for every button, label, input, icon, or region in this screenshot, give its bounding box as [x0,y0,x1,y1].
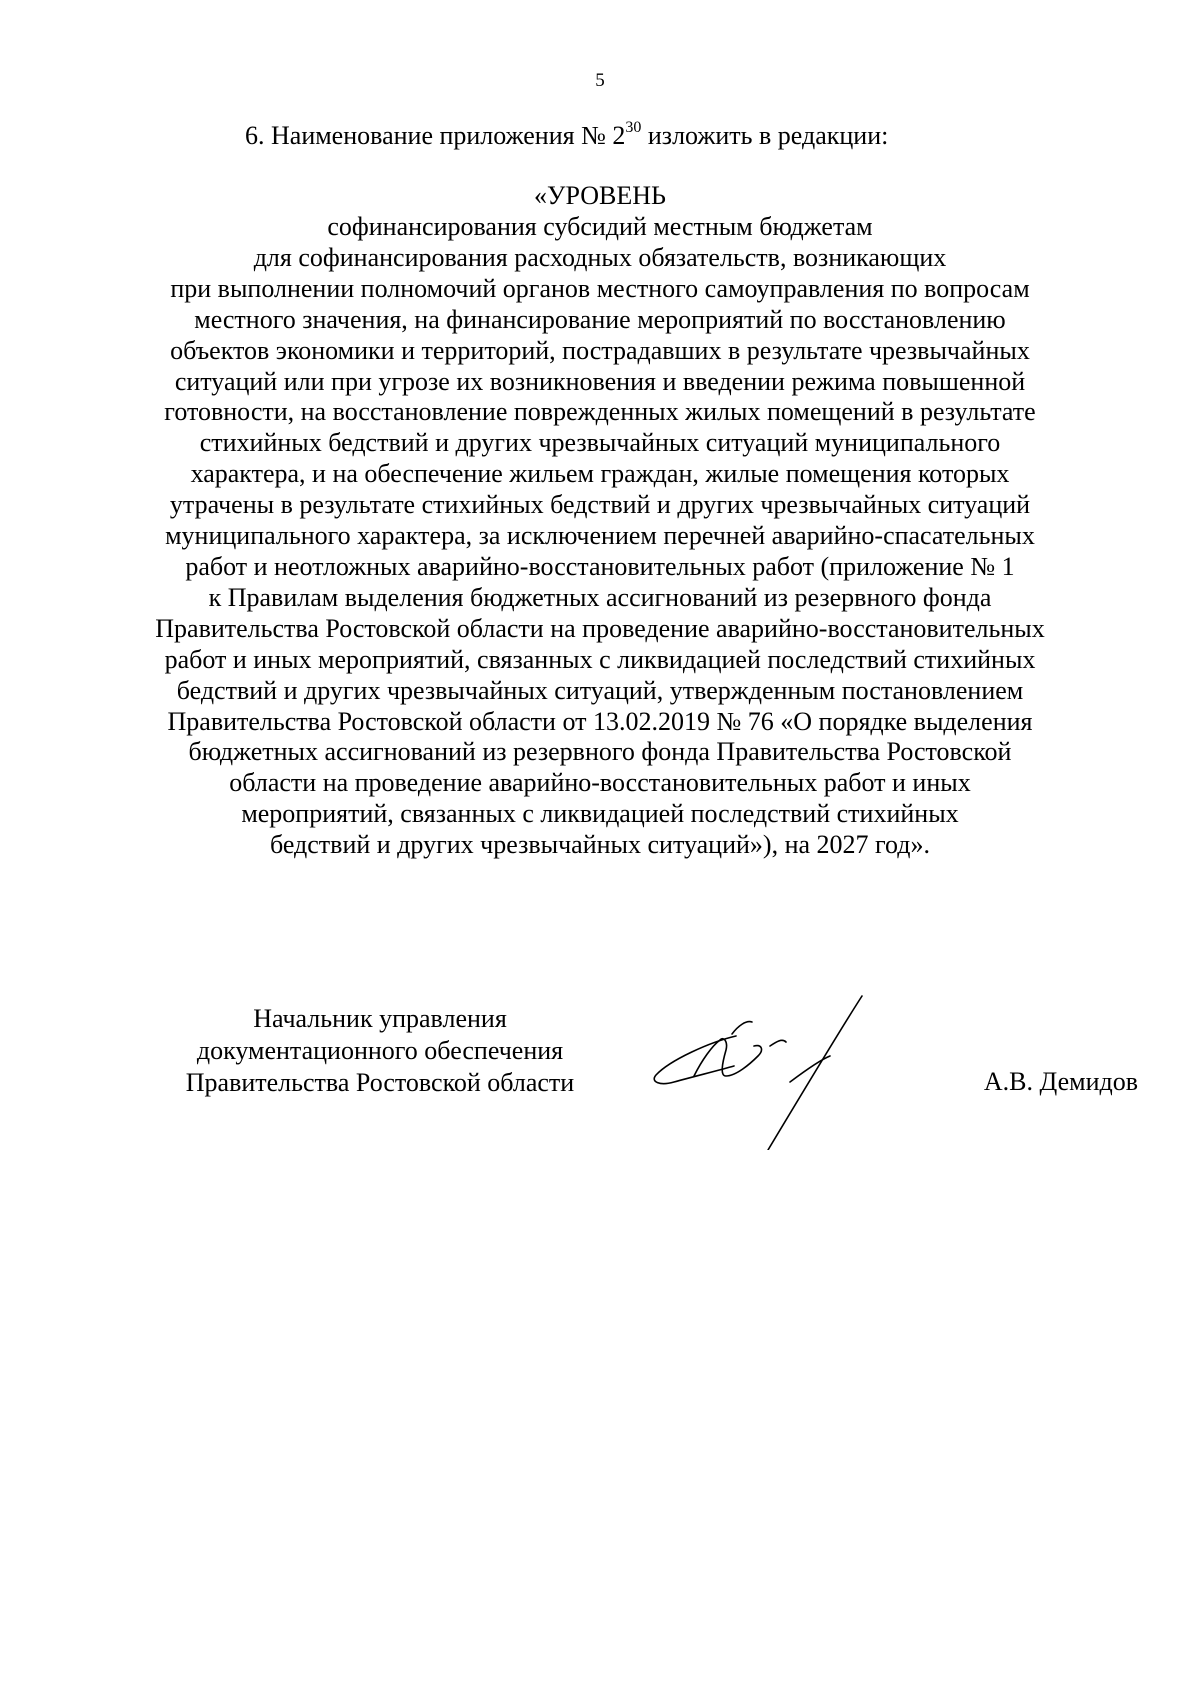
item-6-lead: 6. Наименование приложения № 2 [245,121,626,150]
appendix-title-line: Правительства Ростовской области от 13.02.2019 № 76 «О порядке выделения [167,706,1033,736]
page-number: 5 [595,70,605,91]
appendix-heading: «УРОВЕНЬ [534,181,666,210]
appendix-title-line: муниципального характера, за исключением перечней аварийно-спасательных [165,521,1035,551]
appendix-title-line: области на проведение аварийно-восстановительных работ и иных [229,768,971,798]
appendix-title-line: готовности, на восстановление поврежденных жилых помещений в результате [164,397,1036,427]
appendix-title-line: ситуаций или при угрозе их возникновения и введении режима повышенной [174,366,1026,396]
appendix-title-line: Правительства Ростовской области на проведение аварийно-восстановительных [155,613,1045,643]
appendix-title-line: утрачены в результате стихийных бедствий и других чрезвычайных ситуаций [169,490,1031,520]
item-6-tail: изложить в редакции: [641,121,889,150]
appendix-title-line: работ и иных мероприятий, связанных с ликвидацией последствий стихийных [164,644,1036,674]
appendix-title-line: для софинансирования расходных обязательств, возникающих [253,242,947,272]
signatory-position-line: Начальник управления [253,1004,507,1033]
appendix-number-superscript: 30 [625,119,642,137]
signatory-position-line: Правительства Ростовской области [185,1068,575,1097]
appendix-title-line: работ и неотложных аварийно-восстановительных работ (приложение № 1 [185,551,1015,581]
signatory-position-line: документационного обеспечения [196,1036,564,1065]
appendix-title-line: характера, и на обеспечение жильем граждан, жилые помещения которых [190,459,1010,489]
appendix-title-line: бюджетных ассигнований из резервного фонда Правительства Ростовской [188,737,1012,767]
appendix-title-line: к Правилам выделения бюджетных ассигнований из резервного фонда [208,582,992,612]
appendix-title-line: стихийных бедствий и других чрезвычайных ситуаций муниципального [199,428,1001,458]
appendix-title-line: бедствий и других чрезвычайных ситуаций, утвержденным постановлением [176,675,1024,705]
appendix-title-line: мероприятий, связанных с ликвидацией последствий стихийных [241,799,959,829]
handwritten-signature-icon [650,990,930,1150]
appendix-title-block [100,212,1100,861]
item-6-paragraph [245,120,888,152]
signatory-position [160,1003,600,1099]
signatory-name: А.В. Демидов [983,1067,1138,1096]
appendix-title-line: софинансирования субсидий местным бюджетам [327,212,873,241]
appendix-title-line: местного значения, на финансирование мероприятий по восстановлению [194,304,1006,334]
appendix-title-line: бедствий и других чрезвычайных ситуаций»), на 2027 год». [269,830,931,860]
appendix-title-line: при выполнении полномочий органов местного самоуправления по вопросам [170,273,1030,303]
appendix-title-line: объектов экономики и территорий, пострадавших в результате чрезвычайных [170,335,1030,365]
